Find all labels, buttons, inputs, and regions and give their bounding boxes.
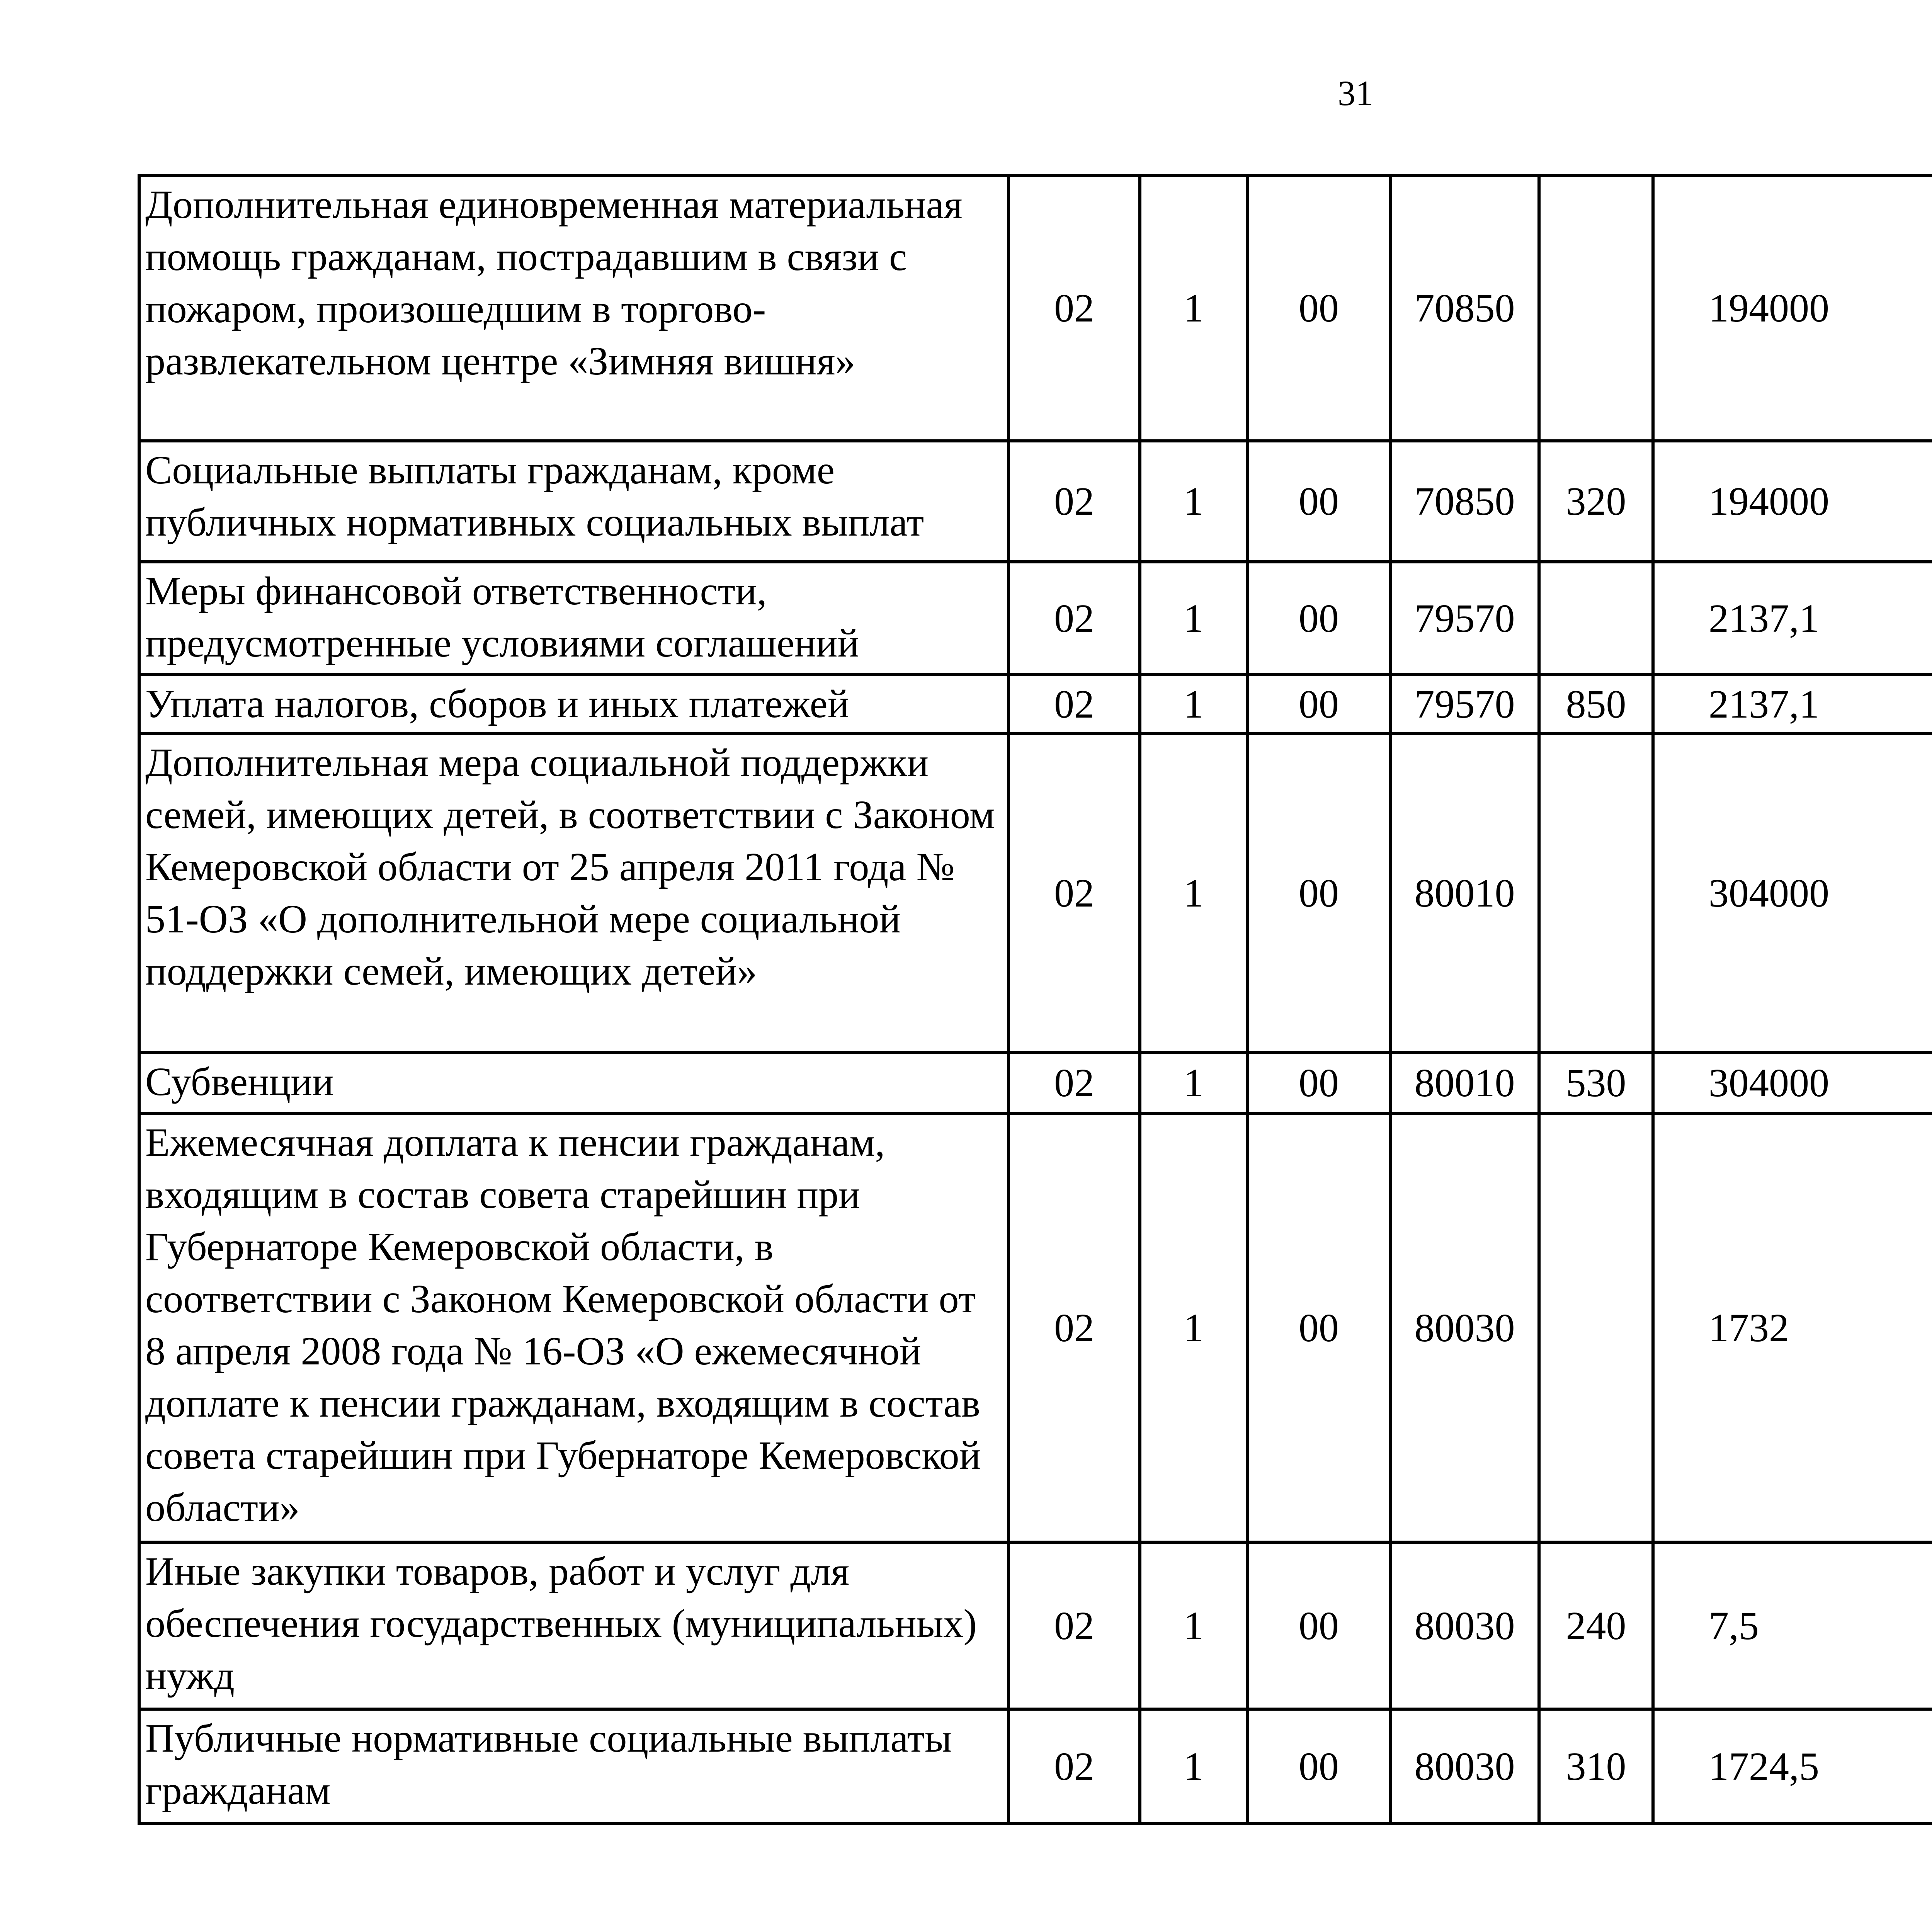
table-row [139,1542,1932,1709]
program-code-cell: 1 [1140,1709,1247,1823]
sum-year1-cell: 1724,5 [1653,1709,1932,1823]
row-name-cell: Уплата налогов, сборов и иных платежей [139,675,1009,733]
table-row [139,1113,1932,1542]
expense-type-cell: 530 [1539,1053,1653,1113]
subprogram-code-cell: 00 [1247,562,1390,675]
page-number: 31 [1338,73,1373,113]
expense-type-cell [1539,1113,1653,1542]
sum-year1-cell: 194000 [1653,175,1932,441]
table-row [139,441,1932,562]
direction-code-cell: 70850 [1390,441,1539,562]
subprogram-code-cell: 00 [1247,175,1390,441]
direction-code-cell: 80010 [1390,1053,1539,1113]
program-code-cell: 1 [1140,1113,1247,1542]
subprogram-code-cell: 00 [1247,1542,1390,1709]
expense-type-cell [1539,733,1653,1053]
subprogram-code-cell: 00 [1247,675,1390,733]
program-code-cell: 1 [1140,441,1247,562]
program-code-cell: 1 [1140,1542,1247,1709]
program-code-cell: 1 [1140,562,1247,675]
program-code-cell: 1 [1140,175,1247,441]
direction-code-cell: 79570 [1390,562,1539,675]
section-code-cell: 02 [1009,675,1140,733]
expense-type-cell: 850 [1539,675,1653,733]
direction-code-cell: 70850 [1390,175,1539,441]
program-code-cell: 1 [1140,675,1247,733]
section-code-cell: 02 [1009,1053,1140,1113]
section-code-cell: 02 [1009,562,1140,675]
section-code-cell: 02 [1009,733,1140,1053]
program-code-cell: 1 [1140,1053,1247,1113]
sum-year1-cell: 304000 [1653,733,1932,1053]
table-row [139,175,1932,441]
table-row [139,1709,1932,1823]
direction-code-cell: 80030 [1390,1709,1539,1823]
sum-year1-cell: 194000 [1653,441,1932,562]
sum-year1-cell: 2137,1 [1653,675,1932,733]
row-name-cell: Ежемесячная доплата к пенсии гражданам, входящим в состав совета старейшин при Губернаторе Кемеровской области, в соответствии с Законом Кемеровской области от 8 апреля 2008 года № 16-ОЗ «О ежемесячной доплате к пенсии гражданам, входящим в состав совета старейшин при Губернаторе Кемеровской области» [139,1113,1009,1542]
expense-type-cell: 310 [1539,1709,1653,1823]
budget-table [138,174,1932,1825]
row-name-cell: Публичные нормативные социальные выплаты гражданам [139,1709,1009,1823]
table-row [139,675,1932,733]
row-name-cell: Дополнительная мера социальной поддержки семей, имеющих детей, в соответствии с Законом Кемеровской области от 25 апреля 2011 года № 51-ОЗ «О дополнительной мере социальной поддержки семей, имеющих детей» [139,733,1009,1053]
sum-year1-cell: 304000 [1653,1053,1932,1113]
direction-code-cell: 80010 [1390,733,1539,1053]
section-code-cell: 02 [1009,175,1140,441]
row-name-cell: Субвенции [139,1053,1009,1113]
sum-year1-cell: 7,5 [1653,1542,1932,1709]
subprogram-code-cell: 00 [1247,1113,1390,1542]
row-name-cell: Социальные выплаты гражданам, кроме публичных нормативных социальных выплат [139,441,1009,562]
expense-type-cell [1539,175,1653,441]
sum-year1-cell: 2137,1 [1653,562,1932,675]
section-code-cell: 02 [1009,1113,1140,1542]
table-row [139,562,1932,675]
table-row [139,733,1932,1053]
row-name-cell: Дополнительная единовременная материальная помощь гражданам, пострадавшим в связи с пожаром, произошедшим в торгово-развлекательном центре «Зимняя вишня» [139,175,1009,441]
sum-year1-cell: 1732 [1653,1113,1932,1542]
table-row [139,1053,1932,1113]
expense-type-cell [1539,562,1653,675]
subprogram-code-cell: 00 [1247,733,1390,1053]
subprogram-code-cell: 00 [1247,441,1390,562]
row-name-cell: Иные закупки товаров, работ и услуг для обеспечения государственных (муниципальных) нужд [139,1542,1009,1709]
row-name-cell: Меры финансовой ответственности, предусмотренные условиями соглашений [139,562,1009,675]
subprogram-code-cell: 00 [1247,1709,1390,1823]
section-code-cell: 02 [1009,441,1140,562]
section-code-cell: 02 [1009,1709,1140,1823]
direction-code-cell: 80030 [1390,1113,1539,1542]
direction-code-cell: 80030 [1390,1542,1539,1709]
subprogram-code-cell: 00 [1247,1053,1390,1113]
section-code-cell: 02 [1009,1542,1140,1709]
expense-type-cell: 320 [1539,441,1653,562]
direction-code-cell: 79570 [1390,675,1539,733]
program-code-cell: 1 [1140,733,1247,1053]
expense-type-cell: 240 [1539,1542,1653,1709]
